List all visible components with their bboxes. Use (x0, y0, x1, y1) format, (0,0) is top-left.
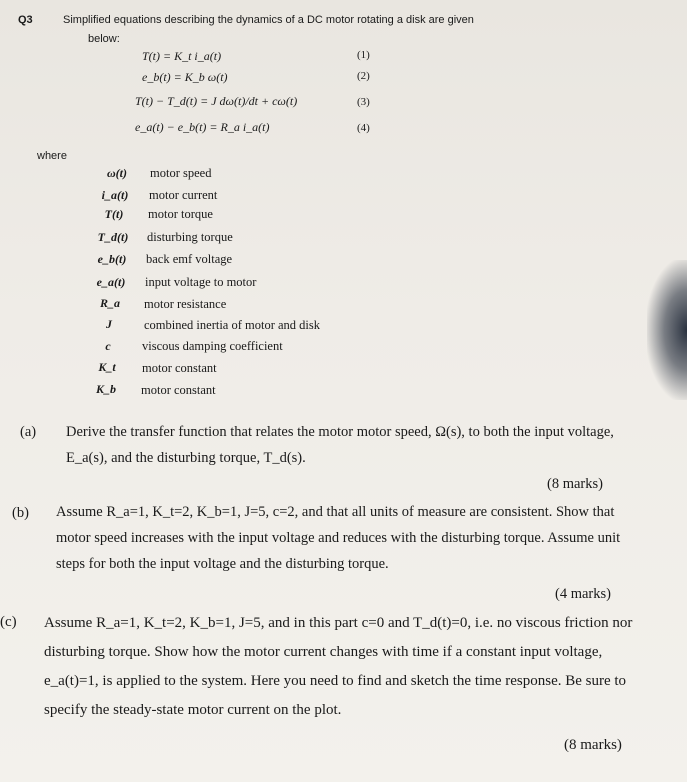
intro-line-2: below: (88, 33, 120, 45)
part-c-marks: (8 marks) (564, 737, 622, 753)
definition-meaning: viscous damping coefficient (142, 339, 283, 353)
equation-1: T(t) = K_t i_a(t) (142, 49, 222, 63)
question-label: Q3 (18, 14, 33, 26)
intro-line-1: Simplified equations describing the dynamics of a DC motor rotating a disk are given (63, 14, 474, 26)
definition-symbol: K_b (95, 382, 116, 396)
part-c-label: (c) (0, 614, 17, 630)
equation-1-number: (1) (357, 49, 370, 61)
definition-meaning: motor current (149, 188, 218, 202)
part-b-text: Assume R_a=1, K_t=2, K_b=1, J=5, c=2, and that all units of measure are consistent. Show that motor speed increases with the input voltage and reduces with the disturbing torque. Assume unit steps for both the input voltage and the disturbing torque. (56, 504, 621, 572)
definition-meaning: motor speed (150, 166, 212, 180)
equation-2: e_b(t) = K_b ω(t) (142, 70, 228, 84)
definition-meaning: combined inertia of motor and disk (144, 318, 321, 332)
definition-meaning: motor constant (142, 361, 217, 375)
part-b-label: (b) (12, 505, 29, 521)
definition-meaning: back emf voltage (146, 252, 233, 266)
definition-symbol: ω(t) (106, 166, 127, 180)
definition-symbol: K_t (98, 360, 116, 374)
equation-3-number: (3) (357, 96, 370, 108)
equation-2-number: (2) (357, 70, 370, 82)
definition-meaning: motor torque (148, 207, 213, 221)
equation-4: e_a(t) − e_b(t) = R_a i_a(t) (135, 120, 270, 134)
definition-meaning: motor resistance (144, 297, 227, 311)
equation-3: T(t) − T_d(t) = J dω(t)/dt + cω(t) (135, 94, 298, 108)
part-b-marks: (4 marks) (555, 586, 611, 602)
definition-symbol: J (106, 317, 112, 331)
where-label: where (37, 150, 67, 162)
definition-symbol: e_a(t) (96, 275, 126, 289)
definition-meaning: input voltage to motor (145, 275, 257, 289)
definition-symbol: T_d(t) (97, 230, 129, 244)
definition-meaning: disturbing torque (147, 230, 233, 244)
part-a-text: Derive the transfer function that relates the motor motor speed, Ω(s), to both the input voltage, E_a(s), and the disturbing torque, T_d(s). (66, 424, 614, 466)
definition-symbol: T(t) (104, 207, 124, 221)
definition-meaning: motor constant (141, 383, 216, 397)
definition-symbol: R_a (99, 296, 120, 310)
definition-symbol: i_a(t) (101, 188, 129, 202)
part-a-label: (a) (20, 424, 37, 440)
equation-4-number: (4) (357, 122, 370, 134)
definition-symbol: e_b(t) (97, 252, 127, 266)
definition-symbol: c (105, 339, 111, 353)
page-shadow (647, 260, 687, 400)
part-c-text: Assume R_a=1, K_t=2, K_b=1, J=5, and in this part c=0 and T_d(t)=0, i.e. no viscous friction nor disturbing torque. Show how the motor current changes with time if a constant input voltage, e_a(t)=1, is applied to the system. Here you need to find and sketch the time response. Be sure to specify the steady-state motor current on the plot. (44, 615, 633, 718)
part-a-marks: (8 marks) (547, 476, 603, 492)
